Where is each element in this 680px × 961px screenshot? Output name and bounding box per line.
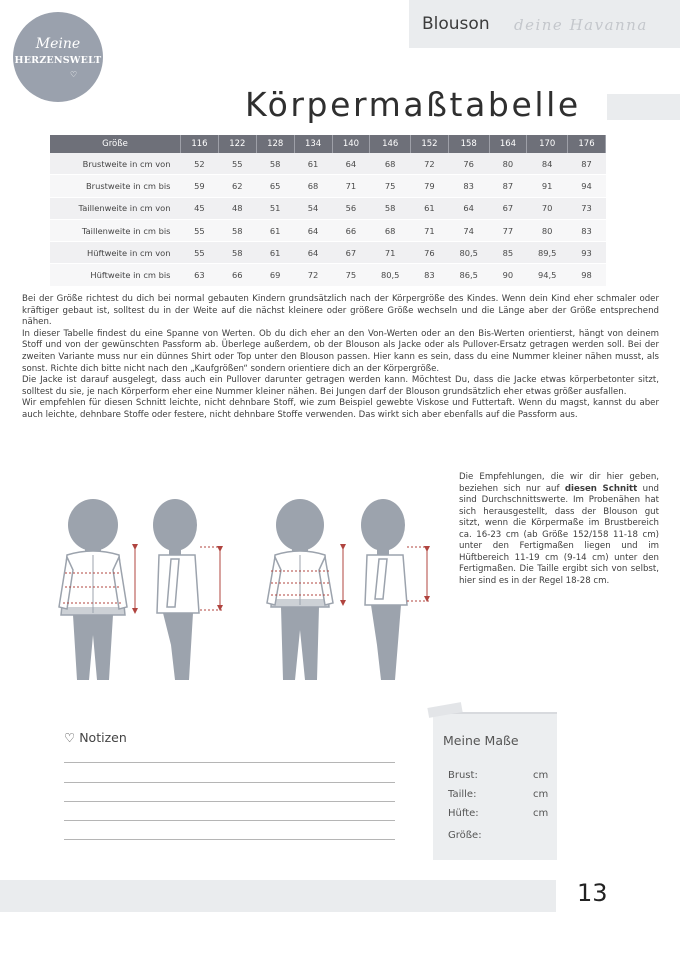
- logo-line1: Meine: [35, 36, 81, 52]
- page-number: 13: [577, 879, 608, 907]
- table-cell: 66: [218, 264, 256, 286]
- pattern-subtitle: deine Havanna: [514, 16, 648, 34]
- size-header: 146: [370, 135, 411, 153]
- table-cell: 64: [332, 153, 370, 175]
- table-cell: 91: [527, 175, 568, 197]
- table-cell: 72: [294, 264, 332, 286]
- table-cell: 80: [527, 219, 568, 241]
- table-cell: 85: [489, 242, 527, 264]
- size-table: [50, 135, 606, 287]
- table-cell: 55: [181, 219, 219, 241]
- table-cell: 87: [568, 153, 606, 175]
- table-cell: 76: [411, 242, 449, 264]
- table-cell: 65: [256, 175, 294, 197]
- child-side-figure: [153, 499, 223, 680]
- logo: [13, 12, 103, 102]
- size-header: 122: [218, 135, 256, 153]
- table-cell: 64: [448, 197, 489, 219]
- table-cell: 80,5: [448, 242, 489, 264]
- table-cell: 54: [294, 197, 332, 219]
- page-title: Körpermaßtabelle: [245, 85, 581, 124]
- table-row: [50, 242, 606, 264]
- table-cell: 72: [411, 153, 449, 175]
- footer-bar: [0, 880, 556, 912]
- table-cell: 68: [370, 219, 411, 241]
- table-cell: 76: [448, 153, 489, 175]
- table-cell: 62: [218, 175, 256, 197]
- table-cell: 55: [181, 242, 219, 264]
- table-cell: 83: [448, 175, 489, 197]
- table-cell: 86,5: [448, 264, 489, 286]
- fit-note-text: und sind Durchschnittswerte. Im Probenähen hat sich herausgestellt, dass der Blouson gut sitzt, wenn die Körpermaße im Brustbereich ca. 16-23 cm (ab Größe 152/158 11-18 cm) unter den Fertigmaßen liegen und im Hüftbereich 11-19 cm (9-14 cm) unter den Fertigmaßen. Die Taille ergibt sich von selbst, hier sind es in der Regel 18-28 cm.: [459, 483, 659, 586]
- row-label: Brustweite in cm von: [50, 153, 181, 175]
- table-cell: 61: [411, 197, 449, 219]
- intro-paragraph: In dieser Tabelle findest du eine Spanne von Werten. Ob du dich eher an den Von-Werten oder an den Bis-Werten orientierst, hängt von deinem Stoff und von der gewünschten Passform ab. Überlege außerdem, ob der Blouson als Jacke oder als Pullover-Ersatz getragen werden soll. Bei der zweiten Variante muss nur ein dünnes Shirt oder Top unter den Blouson passen. Hier kann es sein, dass du eine Nummer kleiner nähen musst, als sonst. Richte dich bitte nicht nach den „Kaufgrößen“ sondern orientiere dich an der Körpergröße.: [22, 328, 659, 374]
- fit-note: [459, 472, 659, 587]
- intro-paragraph: Die Jacke ist darauf ausgelegt, dass auch ein Pullover darunter getragen werden kann. Möchtest Du, dass die Jacke etwas körperbetonter sitzt, solltest du sie, je nach Körperform eher eine Nummer kleiner nähen. Bei Jungen darf der Blouson grundsätzlich eher etwas größer ausfallen.: [22, 375, 659, 397]
- table-cell: 61: [294, 153, 332, 175]
- table-cell: 67: [332, 242, 370, 264]
- measure-label: Größe:: [448, 830, 482, 841]
- table-row: [50, 197, 606, 219]
- heart-icon: ♡: [64, 730, 76, 745]
- table-cell: 74: [448, 219, 489, 241]
- table-header-row: [50, 135, 606, 153]
- table-row: [50, 219, 606, 241]
- table-cell: 61: [256, 242, 294, 264]
- fit-note-bold: diesen Schnitt: [564, 483, 638, 494]
- measure-label: Brust:: [448, 770, 478, 781]
- size-header: 164: [489, 135, 527, 153]
- table-cell: 83: [568, 219, 606, 241]
- table-cell: 66: [332, 219, 370, 241]
- table-cell: 90: [489, 264, 527, 286]
- table-cell: 98: [568, 264, 606, 286]
- table-cell: 94: [568, 175, 606, 197]
- table-row: [50, 175, 606, 197]
- note-line[interactable]: [64, 782, 395, 783]
- pattern-name: Blouson: [422, 14, 490, 34]
- table-cell: 79: [411, 175, 449, 197]
- logo-line2: HERZENSWELT: [14, 55, 102, 66]
- table-cell: 68: [294, 175, 332, 197]
- table-cell: 58: [218, 242, 256, 264]
- size-header: 152: [411, 135, 449, 153]
- table-cell: 63: [181, 264, 219, 286]
- measure-unit: cm: [533, 808, 549, 819]
- size-header: 116: [181, 135, 219, 153]
- child-front-figure: [59, 499, 135, 680]
- row-label: Hüftweite in cm bis: [50, 264, 181, 286]
- table-body: [50, 153, 606, 286]
- table-cell: 77: [489, 219, 527, 241]
- table-cell: 45: [181, 197, 219, 219]
- intro-text: [22, 294, 659, 422]
- table-cell: 73: [568, 197, 606, 219]
- intro-paragraph: Wir empfehlen für diesen Schnitt leichte, nicht dehnbare Stoff, wie zum Beispiel gewebte Viskose und Futtertaft. Wenn du magst, kannst du aber auch leichte, dehnbare Stoffe oder festere, nicht dehnbare Stoffe verwenden. Das wirkt sich aber ebenfalls auf die Passform aus.: [22, 398, 659, 420]
- note-line[interactable]: [64, 762, 395, 763]
- child-front-figure: [267, 499, 343, 680]
- note-line[interactable]: [64, 839, 395, 840]
- measure-unit: cm: [533, 789, 549, 800]
- table-cell: 75: [332, 264, 370, 286]
- table-cell: 71: [411, 219, 449, 241]
- table-cell: 80: [489, 153, 527, 175]
- table-row: [50, 264, 606, 286]
- table-cell: 70: [527, 197, 568, 219]
- measure-unit: cm: [533, 770, 549, 781]
- table-cell: 52: [181, 153, 219, 175]
- row-label: Brustweite in cm bis: [50, 175, 181, 197]
- table-cell: 64: [294, 242, 332, 264]
- table-cell: 84: [527, 153, 568, 175]
- table-cell: 80,5: [370, 264, 411, 286]
- measure-label: Taille:: [448, 789, 477, 800]
- table-cell: 83: [411, 264, 449, 286]
- size-header: 176: [568, 135, 606, 153]
- table-cell: 71: [370, 242, 411, 264]
- note-line[interactable]: [64, 801, 395, 802]
- table-cell: 58: [256, 153, 294, 175]
- table-cell: 61: [256, 219, 294, 241]
- child-side-figure: [361, 499, 430, 680]
- table-cell: 75: [370, 175, 411, 197]
- row-label: Taillenweite in cm bis: [50, 219, 181, 241]
- table-cell: 69: [256, 264, 294, 286]
- my-measurements-title: Meine Maße: [443, 733, 519, 748]
- size-header: 128: [256, 135, 294, 153]
- table-cell: 94,5: [527, 264, 568, 286]
- size-header: 140: [332, 135, 370, 153]
- table-cell: 64: [294, 219, 332, 241]
- size-header: 134: [294, 135, 332, 153]
- notes-heading: [64, 730, 127, 745]
- row-label: Taillenweite in cm von: [50, 197, 181, 219]
- size-header: 170: [527, 135, 568, 153]
- table-cell: 58: [370, 197, 411, 219]
- table-row: [50, 153, 606, 175]
- table-cell: 68: [370, 153, 411, 175]
- table-cell: 89,5: [527, 242, 568, 264]
- table-cell: 48: [218, 197, 256, 219]
- size-header: 158: [448, 135, 489, 153]
- row-label: Hüftweite in cm von: [50, 242, 181, 264]
- table-cell: 67: [489, 197, 527, 219]
- table-cell: 58: [218, 219, 256, 241]
- table-cell: 71: [332, 175, 370, 197]
- intro-paragraph: Bei der Größe richtest du dich bei normal gebauten Kindern grundsätzlich nach der Körpergröße des Kindes. Wenn dein Kind eher schmaler oder kräftiger gebaut ist, solltest du in der Weite auf die nächst kleinere oder größere Größe wechseln und die Länge aber der Größe entsprechend nähen.: [22, 294, 659, 328]
- table-cell: 87: [489, 175, 527, 197]
- measure-label: Hüfte:: [448, 808, 479, 819]
- measurement-illustration: [55, 495, 455, 695]
- table-cell: 93: [568, 242, 606, 264]
- fit-note-text: Die Empfehlungen, die wir dir hier geben, beziehen sich nur auf: [459, 472, 659, 494]
- table-cell: 59: [181, 175, 219, 197]
- table-cell: 55: [218, 153, 256, 175]
- note-line[interactable]: [64, 820, 395, 821]
- title-accent-bar: [607, 94, 680, 120]
- table-cell: 56: [332, 197, 370, 219]
- table-cell: 51: [256, 197, 294, 219]
- notes-heading-label: Notizen: [79, 730, 127, 745]
- heart-icon: ♡: [70, 70, 78, 79]
- table-header-label: Größe: [50, 135, 181, 153]
